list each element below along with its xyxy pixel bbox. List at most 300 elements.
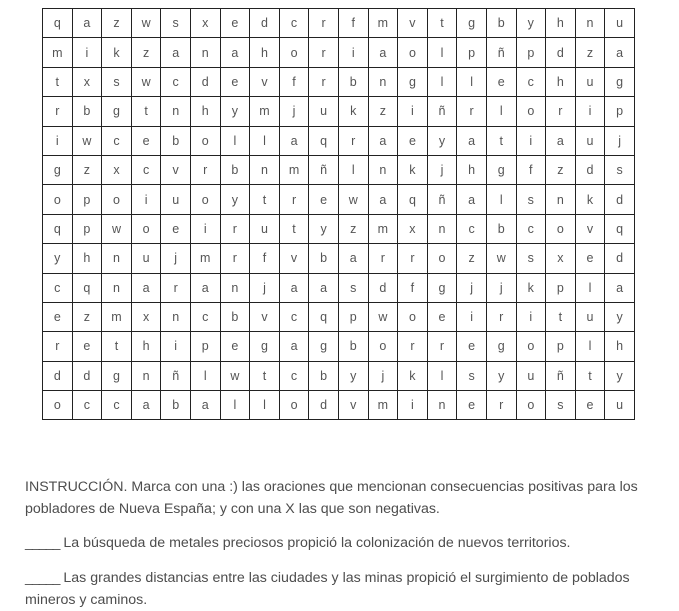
grid-cell: n	[368, 155, 398, 184]
grid-cell: g	[398, 67, 428, 96]
instruction-text: INSTRUCCIÓN. Marca con una :) las oraciones que mencionan consecuencias positivas para los pobladores de Nueva España; y con una X las que son negativas.	[25, 479, 638, 517]
grid-row	[43, 302, 635, 331]
grid-cell: j	[605, 126, 635, 155]
grid-cell: s	[516, 244, 546, 273]
grid-cell: m	[279, 155, 309, 184]
grid-cell: m	[368, 9, 398, 38]
grid-cell: e	[398, 126, 428, 155]
grid-row	[43, 126, 635, 155]
grid-cell: p	[546, 332, 576, 361]
grid-cell: b	[161, 391, 191, 420]
grid-cell: c	[457, 214, 487, 243]
grid-cell: y	[427, 126, 457, 155]
grid-cell: c	[279, 9, 309, 38]
grid-cell: t	[427, 9, 457, 38]
grid-cell: i	[516, 126, 546, 155]
grid-cell: x	[131, 302, 161, 331]
grid-cell: g	[605, 67, 635, 96]
grid-cell: i	[72, 38, 102, 67]
grid-cell: q	[309, 302, 339, 331]
answer-blank[interactable]: _____	[25, 535, 60, 551]
grid-cell: y	[338, 361, 368, 390]
grid-cell: l	[427, 361, 457, 390]
grid-cell: w	[72, 126, 102, 155]
grid-cell: p	[338, 302, 368, 331]
grid-cell: e	[575, 391, 605, 420]
grid-row	[43, 9, 635, 38]
word-search-body	[43, 9, 635, 420]
grid-cell: o	[368, 332, 398, 361]
grid-cell: r	[486, 302, 516, 331]
grid-cell: u	[309, 97, 339, 126]
grid-cell: i	[161, 332, 191, 361]
grid-cell: o	[516, 391, 546, 420]
grid-cell: b	[309, 361, 339, 390]
grid-cell: r	[43, 97, 73, 126]
grid-cell: f	[398, 273, 428, 302]
grid-cell: ñ	[427, 97, 457, 126]
grid-cell: b	[486, 214, 516, 243]
grid-cell: v	[161, 155, 191, 184]
grid-cell: y	[516, 9, 546, 38]
grid-cell: ñ	[309, 155, 339, 184]
grid-row	[43, 67, 635, 96]
grid-cell: ñ	[427, 185, 457, 214]
grid-cell: o	[427, 244, 457, 273]
question-text: Las grandes distancias entre las ciudades y las minas propició el surgimiento de poblados mineros y caminos.	[25, 570, 630, 608]
grid-cell: h	[546, 9, 576, 38]
grid-row	[43, 155, 635, 184]
grid-cell: t	[279, 214, 309, 243]
grid-cell: o	[516, 97, 546, 126]
grid-cell: h	[457, 155, 487, 184]
grid-cell: u	[575, 126, 605, 155]
grid-cell: d	[575, 155, 605, 184]
grid-cell: a	[161, 38, 191, 67]
grid-cell: a	[309, 273, 339, 302]
grid-cell: l	[220, 126, 250, 155]
grid-cell: w	[131, 9, 161, 38]
grid-cell: c	[516, 214, 546, 243]
grid-cell: f	[250, 244, 280, 273]
grid-cell: a	[220, 38, 250, 67]
grid-cell: y	[220, 185, 250, 214]
grid-cell: m	[43, 38, 73, 67]
grid-cell: d	[546, 38, 576, 67]
grid-cell: r	[486, 391, 516, 420]
grid-cell: a	[457, 126, 487, 155]
grid-cell: n	[427, 214, 457, 243]
grid-cell: p	[72, 185, 102, 214]
grid-cell: h	[72, 244, 102, 273]
grid-cell: j	[279, 97, 309, 126]
grid-cell: u	[605, 391, 635, 420]
grid-cell: l	[427, 67, 457, 96]
grid-row	[43, 391, 635, 420]
grid-cell: o	[190, 185, 220, 214]
grid-cell: c	[279, 302, 309, 331]
grid-cell: g	[102, 97, 132, 126]
grid-cell: b	[72, 97, 102, 126]
grid-cell: a	[279, 273, 309, 302]
grid-cell: q	[605, 214, 635, 243]
grid-cell: r	[546, 97, 576, 126]
grid-cell: g	[43, 155, 73, 184]
grid-cell: d	[250, 9, 280, 38]
grid-cell: e	[220, 67, 250, 96]
grid-cell: o	[131, 214, 161, 243]
grid-cell: o	[398, 302, 428, 331]
grid-row	[43, 244, 635, 273]
grid-cell: s	[516, 185, 546, 214]
grid-cell: i	[575, 97, 605, 126]
grid-cell: x	[102, 155, 132, 184]
grid-cell: k	[575, 185, 605, 214]
grid-cell: c	[279, 361, 309, 390]
grid-cell: i	[398, 391, 428, 420]
grid-cell: f	[279, 67, 309, 96]
grid-cell: l	[427, 38, 457, 67]
grid-cell: n	[427, 391, 457, 420]
grid-cell: v	[575, 214, 605, 243]
grid-cell: l	[486, 185, 516, 214]
grid-cell: l	[575, 332, 605, 361]
grid-cell: u	[250, 214, 280, 243]
grid-cell: m	[190, 244, 220, 273]
grid-cell: n	[220, 273, 250, 302]
grid-cell: c	[516, 67, 546, 96]
grid-cell: y	[309, 214, 339, 243]
grid-cell: a	[368, 185, 398, 214]
grid-cell: u	[575, 67, 605, 96]
grid-cell: v	[279, 244, 309, 273]
grid-cell: i	[43, 126, 73, 155]
grid-cell: b	[309, 244, 339, 273]
grid-cell: g	[102, 361, 132, 390]
grid-cell: z	[72, 155, 102, 184]
grid-cell: r	[309, 9, 339, 38]
grid-cell: r	[279, 185, 309, 214]
grid-cell: a	[279, 126, 309, 155]
grid-cell: r	[190, 155, 220, 184]
grid-cell: e	[43, 302, 73, 331]
grid-cell: s	[457, 361, 487, 390]
grid-cell: n	[368, 67, 398, 96]
grid-cell: n	[575, 9, 605, 38]
grid-cell: u	[516, 361, 546, 390]
grid-cell: p	[457, 38, 487, 67]
grid-cell: n	[546, 185, 576, 214]
grid-cell: o	[190, 126, 220, 155]
grid-cell: ñ	[486, 38, 516, 67]
grid-cell: l	[220, 391, 250, 420]
grid-cell: d	[605, 185, 635, 214]
grid-cell: m	[250, 97, 280, 126]
grid-cell: e	[457, 391, 487, 420]
grid-cell: y	[43, 244, 73, 273]
grid-row	[43, 361, 635, 390]
grid-cell: ñ	[546, 361, 576, 390]
grid-cell: g	[486, 332, 516, 361]
grid-cell: f	[338, 9, 368, 38]
grid-cell: o	[516, 332, 546, 361]
word-search-grid	[42, 8, 635, 420]
grid-cell: x	[546, 244, 576, 273]
grid-cell: i	[457, 302, 487, 331]
grid-cell: l	[338, 155, 368, 184]
grid-cell: l	[190, 361, 220, 390]
grid-cell: t	[250, 185, 280, 214]
grid-cell: k	[398, 361, 428, 390]
grid-cell: e	[427, 302, 457, 331]
grid-cell: z	[457, 244, 487, 273]
grid-cell: p	[190, 332, 220, 361]
grid-cell: c	[102, 391, 132, 420]
grid-cell: x	[398, 214, 428, 243]
grid-cell: e	[131, 126, 161, 155]
grid-cell: a	[457, 185, 487, 214]
grid-cell: a	[131, 273, 161, 302]
grid-cell: g	[309, 332, 339, 361]
grid-cell: v	[338, 391, 368, 420]
grid-cell: i	[190, 214, 220, 243]
grid-cell: e	[457, 332, 487, 361]
grid-cell: n	[190, 38, 220, 67]
grid-cell: r	[338, 126, 368, 155]
grid-cell: w	[220, 361, 250, 390]
grid-cell: w	[338, 185, 368, 214]
grid-cell: a	[279, 332, 309, 361]
grid-cell: o	[546, 214, 576, 243]
grid-cell: r	[220, 214, 250, 243]
grid-cell: g	[486, 155, 516, 184]
grid-cell: c	[161, 67, 191, 96]
grid-cell: c	[72, 391, 102, 420]
grid-cell: r	[368, 244, 398, 273]
grid-cell: k	[102, 38, 132, 67]
grid-cell: q	[43, 214, 73, 243]
grid-cell: a	[368, 38, 398, 67]
grid-cell: a	[72, 9, 102, 38]
grid-cell: d	[72, 361, 102, 390]
grid-cell: c	[131, 155, 161, 184]
grid-cell: u	[605, 9, 635, 38]
grid-cell: p	[546, 273, 576, 302]
grid-cell: z	[338, 214, 368, 243]
answer-blank[interactable]: _____	[25, 570, 60, 586]
grid-cell: d	[368, 273, 398, 302]
grid-cell: e	[486, 67, 516, 96]
grid-row	[43, 332, 635, 361]
grid-cell: h	[605, 332, 635, 361]
grid-cell: r	[427, 332, 457, 361]
grid-cell: t	[486, 126, 516, 155]
grid-cell: g	[457, 9, 487, 38]
grid-cell: z	[546, 155, 576, 184]
grid-cell: y	[486, 361, 516, 390]
grid-cell: t	[43, 67, 73, 96]
grid-cell: v	[250, 302, 280, 331]
grid-cell: c	[102, 126, 132, 155]
grid-cell: r	[457, 97, 487, 126]
grid-cell: n	[161, 302, 191, 331]
grid-cell: y	[605, 361, 635, 390]
grid-cell: n	[161, 97, 191, 126]
grid-cell: z	[575, 38, 605, 67]
grid-row	[43, 273, 635, 302]
grid-cell: b	[220, 302, 250, 331]
question-item-1	[25, 532, 665, 554]
grid-cell: z	[131, 38, 161, 67]
grid-cell: s	[338, 273, 368, 302]
grid-cell: a	[546, 126, 576, 155]
grid-cell: s	[161, 9, 191, 38]
grid-cell: v	[250, 67, 280, 96]
grid-cell: m	[102, 302, 132, 331]
grid-cell: j	[161, 244, 191, 273]
grid-cell: k	[338, 97, 368, 126]
grid-cell: x	[190, 9, 220, 38]
grid-cell: q	[309, 126, 339, 155]
grid-cell: i	[398, 97, 428, 126]
grid-cell: a	[605, 38, 635, 67]
grid-cell: i	[131, 185, 161, 214]
grid-cell: a	[131, 391, 161, 420]
grid-cell: u	[131, 244, 161, 273]
grid-cell: t	[546, 302, 576, 331]
grid-cell: d	[43, 361, 73, 390]
grid-row	[43, 97, 635, 126]
grid-cell: o	[279, 38, 309, 67]
grid-cell: s	[102, 67, 132, 96]
grid-row	[43, 185, 635, 214]
grid-cell: u	[161, 185, 191, 214]
grid-cell: t	[575, 361, 605, 390]
grid-cell: h	[250, 38, 280, 67]
grid-cell: q	[398, 185, 428, 214]
grid-cell: j	[457, 273, 487, 302]
grid-cell: e	[72, 332, 102, 361]
grid-cell: q	[43, 9, 73, 38]
grid-cell: m	[368, 214, 398, 243]
grid-cell: u	[575, 302, 605, 331]
grid-cell: g	[427, 273, 457, 302]
grid-cell: a	[368, 126, 398, 155]
grid-cell: h	[546, 67, 576, 96]
question-item-2	[25, 567, 665, 611]
grid-cell: q	[72, 273, 102, 302]
grid-cell: e	[220, 332, 250, 361]
grid-cell: z	[72, 302, 102, 331]
grid-cell: r	[161, 273, 191, 302]
grid-row	[43, 214, 635, 243]
grid-cell: l	[250, 391, 280, 420]
grid-cell: c	[190, 302, 220, 331]
grid-cell: ñ	[161, 361, 191, 390]
grid-cell: r	[43, 332, 73, 361]
grid-cell: i	[516, 302, 546, 331]
grid-cell: j	[250, 273, 280, 302]
grid-cell: r	[309, 67, 339, 96]
grid-cell: v	[398, 9, 428, 38]
grid-cell: s	[605, 155, 635, 184]
grid-cell: r	[220, 244, 250, 273]
grid-cell: g	[250, 332, 280, 361]
grid-cell: w	[486, 244, 516, 273]
grid-cell: w	[131, 67, 161, 96]
grid-cell: n	[131, 361, 161, 390]
grid-cell: h	[190, 97, 220, 126]
grid-cell: a	[190, 273, 220, 302]
grid-cell: w	[102, 214, 132, 243]
grid-cell: n	[102, 244, 132, 273]
grid-cell: n	[250, 155, 280, 184]
grid-cell: j	[486, 273, 516, 302]
grid-cell: b	[161, 126, 191, 155]
grid-cell: e	[220, 9, 250, 38]
grid-cell: c	[43, 273, 73, 302]
question-text: La búsqueda de metales preciosos propició la colonización de nuevos territorios.	[59, 535, 571, 551]
grid-cell: a	[338, 244, 368, 273]
grid-cell: z	[368, 97, 398, 126]
grid-cell: d	[190, 67, 220, 96]
grid-cell: l	[457, 67, 487, 96]
grid-cell: s	[546, 391, 576, 420]
grid-cell: o	[279, 391, 309, 420]
grid-cell: y	[605, 302, 635, 331]
grid-cell: k	[516, 273, 546, 302]
grid-cell: b	[338, 67, 368, 96]
grid-cell: j	[427, 155, 457, 184]
grid-cell: t	[250, 361, 280, 390]
grid-cell: l	[486, 97, 516, 126]
grid-cell: t	[131, 97, 161, 126]
grid-cell: r	[398, 244, 428, 273]
grid-cell: b	[338, 332, 368, 361]
grid-cell: e	[309, 185, 339, 214]
grid-cell: j	[368, 361, 398, 390]
grid-cell: o	[398, 38, 428, 67]
grid-cell: i	[338, 38, 368, 67]
grid-cell: r	[309, 38, 339, 67]
grid-cell: k	[398, 155, 428, 184]
grid-cell: p	[72, 214, 102, 243]
grid-cell: w	[368, 302, 398, 331]
grid-row	[43, 38, 635, 67]
grid-cell: e	[575, 244, 605, 273]
grid-cell: e	[161, 214, 191, 243]
grid-cell: d	[605, 244, 635, 273]
grid-cell: a	[190, 391, 220, 420]
grid-cell: t	[102, 332, 132, 361]
grid-cell: n	[102, 273, 132, 302]
grid-cell: b	[486, 9, 516, 38]
grid-cell: o	[43, 185, 73, 214]
grid-cell: d	[309, 391, 339, 420]
grid-cell: o	[43, 391, 73, 420]
grid-cell: m	[368, 391, 398, 420]
grid-cell: r	[398, 332, 428, 361]
grid-cell: b	[220, 155, 250, 184]
grid-cell: h	[131, 332, 161, 361]
grid-cell: a	[605, 273, 635, 302]
grid-cell: l	[250, 126, 280, 155]
grid-cell: f	[516, 155, 546, 184]
grid-cell: p	[516, 38, 546, 67]
grid-cell: o	[102, 185, 132, 214]
grid-cell: x	[72, 67, 102, 96]
grid-cell: p	[605, 97, 635, 126]
